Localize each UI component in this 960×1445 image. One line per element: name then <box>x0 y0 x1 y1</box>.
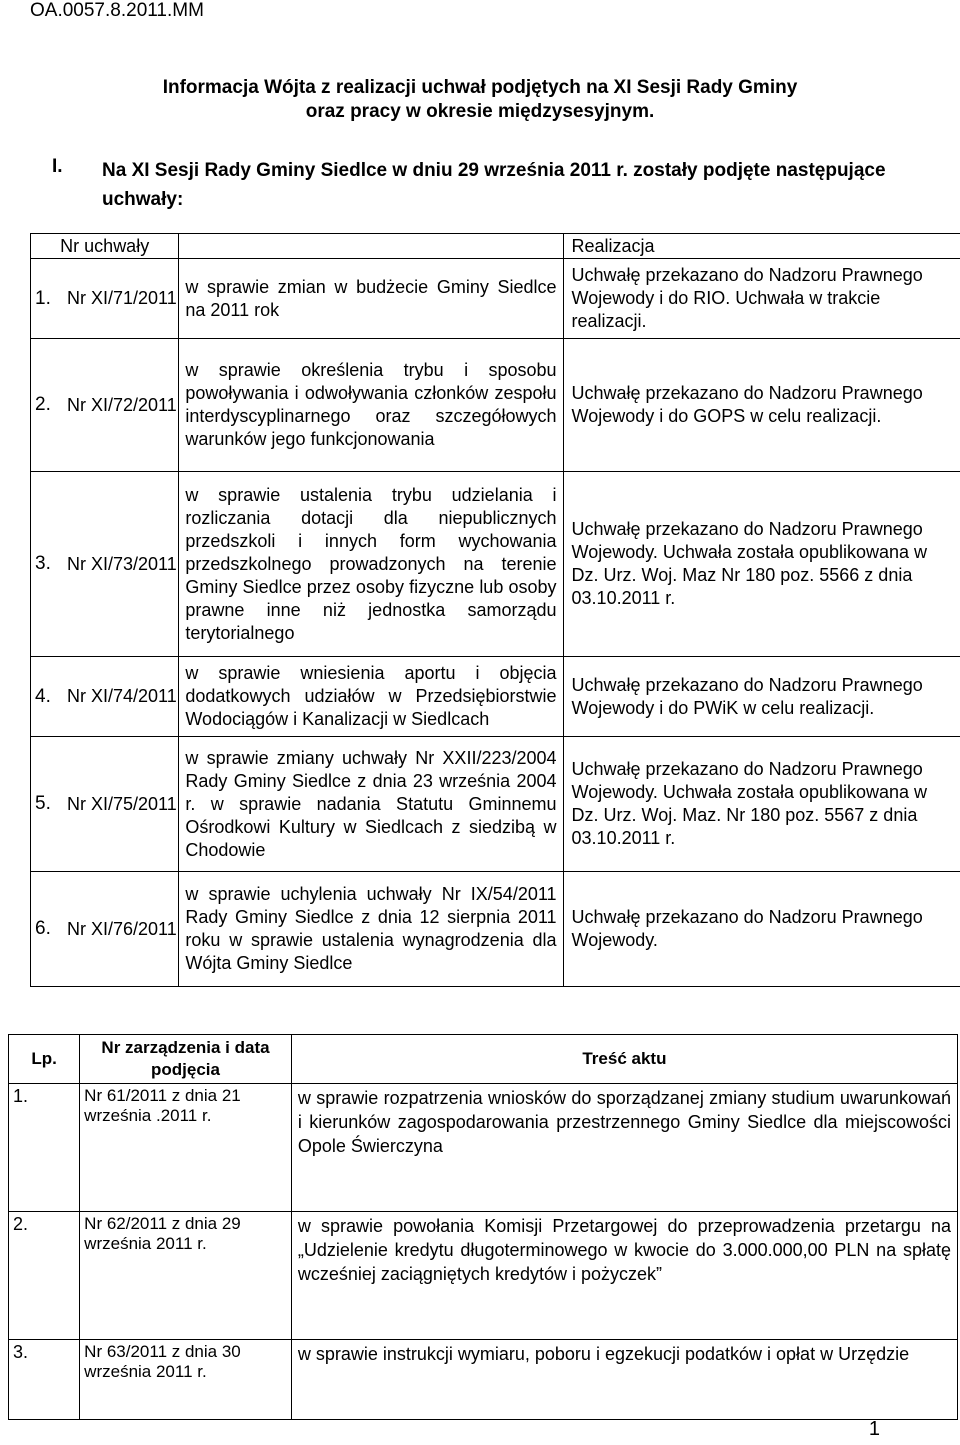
header-realization: Realizacja <box>563 234 960 259</box>
table-row <box>9 1084 958 1212</box>
resolution-realization: Uchwałę przekazano do Nadzoru Prawnego Wojewody. <box>571 907 923 950</box>
table-row <box>31 872 960 987</box>
resolution-number: Nr XI/73/2011 <box>67 553 177 574</box>
header-resolution-number: Nr uchwały <box>31 234 179 259</box>
header-lp: Lp. <box>9 1035 80 1084</box>
resolution-subject: w sprawie ustalenia trybu udzielania i rozliczania dotacji dla niepublicznych przedszkoli i innych form wychowania przedszkolnego prowadzonych na terenie Gminy Siedlce przez osoby fizyczne lub osoby prawne inne niż jednostka samorządu terytorialnego <box>185 484 557 643</box>
table-row <box>31 737 960 872</box>
table-header-row <box>9 1035 958 1084</box>
resolution-number: Nr XI/72/2011 <box>67 394 177 415</box>
resolution-number: Nr XI/76/2011 <box>67 918 177 939</box>
row-index: 6. <box>35 918 51 939</box>
row-index: 1. <box>35 287 51 309</box>
section-number: I. <box>52 156 63 177</box>
resolution-subject: w sprawie zmian w budżecie Gminy Siedlce na 2011 rok <box>185 276 557 320</box>
resolution-number: Nr XI/75/2011 <box>67 793 177 814</box>
resolution-number: Nr XI/74/2011 <box>67 686 177 706</box>
document-reference: OA.0057.8.2011.MM <box>30 0 204 21</box>
order-number-date: Nr 61/2011 z dnia 21 września .2011 r. <box>80 1084 292 1212</box>
resolution-realization: Uchwałę przekazano do Nadzoru Prawnego Wojewody. Uchwała została opublikowana w Dz. Urz. Woj. Maz. Nr 180 poz. 5567 z dnia 03.10.2011 r. <box>571 759 928 848</box>
order-lp: 1. <box>9 1084 80 1212</box>
document-title-line-2: oraz pracy w okresie międzysesyjnym. <box>305 101 655 122</box>
table-row <box>31 472 960 657</box>
order-lp: 2. <box>9 1212 80 1340</box>
header-content: Treść aktu <box>291 1035 957 1084</box>
row-index: 2. <box>35 394 51 415</box>
order-content: w sprawie powołania Komisji Przetargowej do przeprowadzenia przetargu na „Udzielenie kredytu długoterminowego w kwocie do 3.000.000,00 PLN na spłatę wcześniej zaciągniętych kredytów i pożyczek” <box>291 1212 957 1340</box>
document-title-line-1: Informacja Wójta z realizacji uchwał podjętych na XI Sesji Rady Gminy <box>162 77 798 98</box>
table-header-row <box>31 234 960 259</box>
resolution-realization: Uchwałę przekazano do Nadzoru Prawnego Wojewody i do PWiK w celu realizacji. <box>571 674 923 718</box>
resolution-subject: w sprawie wniesienia aportu i objęcia dodatkowych udziałów w Przedsiębiorstwie Wodociągów i Kanalizacji w Siedlcach <box>185 663 557 729</box>
orders-table <box>8 1034 958 1420</box>
table-row <box>31 259 960 339</box>
resolution-subject: w sprawie uchylenia uchwały Nr IX/54/2011 Rady Gminy Siedlce z dnia 12 sierpnia 2011 roku w sprawie ustalenia wynagrodzenia dla Wójta Gminy Siedlce <box>185 884 557 973</box>
header-subject <box>179 234 563 259</box>
row-index: 3. <box>35 553 51 574</box>
table-row <box>9 1340 958 1420</box>
order-lp: 3. <box>9 1340 80 1420</box>
table-row <box>31 657 960 737</box>
order-number-date: Nr 63/2011 z dnia 30 września 2011 r. <box>80 1340 292 1420</box>
order-content: w sprawie rozpatrzenia wniosków do sporządzanej zmiany studium uwarunkowań i kierunków zagospodarowania przestrzennego Gminy Siedlce dla miejscowości Opole Świerczyna <box>291 1084 957 1212</box>
section-heading: Na XI Sesji Rady Gminy Siedlce w dniu 29 września 2011 r. zostały podjęte następujące uchwały: <box>102 160 886 210</box>
resolution-number: Nr XI/71/2011 <box>67 288 177 308</box>
page-number: 1 <box>868 1418 880 1440</box>
table-row <box>31 339 960 472</box>
resolutions-table <box>30 233 960 987</box>
resolution-realization: Uchwałę przekazano do Nadzoru Prawnego Wojewody. Uchwała została opublikowana w Dz. Urz. Woj. Maz Nr 180 poz. 5566 z dnia 03.10.2011 r. <box>571 519 928 608</box>
order-number-date: Nr 62/2011 z dnia 29 września 2011 r. <box>80 1212 292 1340</box>
table-row <box>9 1212 958 1340</box>
resolution-subject: w sprawie określenia trybu i sposobu powoływania i odwoływania członków zespołu interdyscyplinarnego oraz szczegółowych warunków jego funkcjonowania <box>185 360 557 449</box>
header-order-number: Nr zarządzenia i data podjęcia <box>80 1035 292 1084</box>
resolution-realization: Uchwałę przekazano do Nadzoru Prawnego Wojewody i do GOPS w celu realizacji. <box>571 383 923 426</box>
order-content: w sprawie instrukcji wymiaru, poboru i egzekucji podatków i opłat w Urzędzie <box>291 1340 957 1420</box>
resolution-realization: Uchwałę przekazano do Nadzoru Prawnego Wojewody i do RIO. Uchwała w trakcie realizacji. <box>571 265 923 331</box>
resolution-subject: w sprawie zmiany uchwały Nr XXII/223/2004 Rady Gminy Siedlce z dnia 23 września 2004 r. w sprawie nadania Statutu Gminnemu Ośrodkowi Kultury w Siedlcach z siedzibą w Chodowie <box>185 747 557 860</box>
row-index: 5. <box>35 793 51 814</box>
row-index: 4. <box>35 685 51 707</box>
